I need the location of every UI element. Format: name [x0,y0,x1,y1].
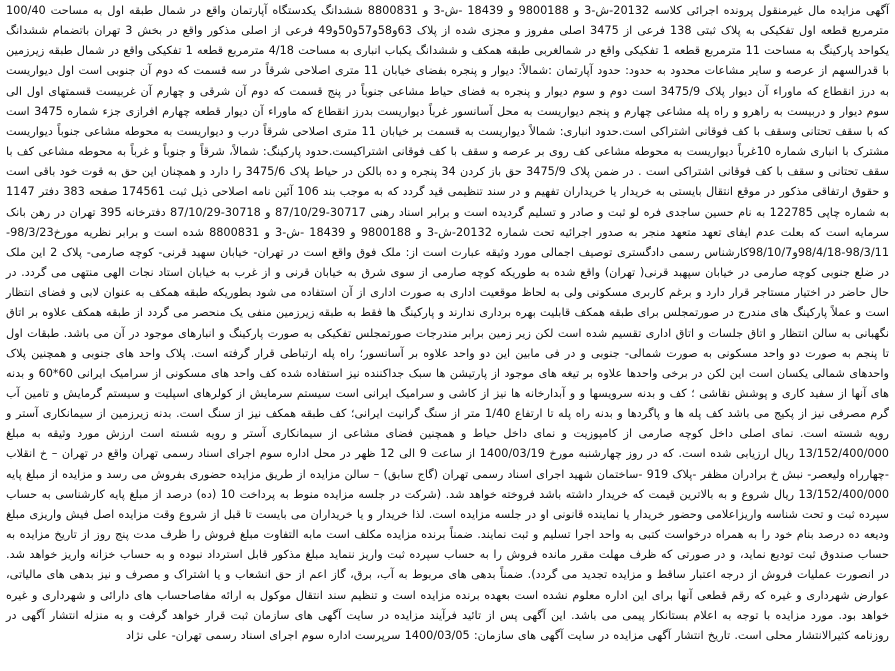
auction-notice-text: آگهی مزایده مال غیرمنقول پرونده اجرائی کلاسه 20132-ش-3 و 9800188 و 18439 -ش-3 و 8800831 ششدانگ یکدستگاه آپارتمان واقع در شمال طبقه اول به مساحت 100/40 مترمربع قطعه اول تفکیکی به پلاک ثبتی 138 فرعی از 3475 اصلی مفروز و مجزی شده از پلاک 63و58و57و50و49 فرعی از اصلی مذکور واقع در بخش 3 تهران باتضمام ششدانگ یکواحد پارکینگ به مساحت 11 مترمربع قطعه 1 تفکیکی واقع در شمالغربی طبقه همکف و ششدانگ یکباب انباری به مساحت 4/18 مترمربع قطعه 1 تفکیکی واقع در شمال طبقه زیرزمین با قدرالسهم از عرصه و سایر مشاعات محدود به حدود: حدود آپارتمان :شمالاً: دیوار و پنجره بفضای خیابان 11 متری اصلاحی شرقاً در سه قسمت که دوم آن جنوبی است اول دیواریست به درز انقطاع که ماوراء آن دیوار پلاک 3475/9 است دوم و سوم دیوار و پنجره به فضای حیاط مشاعی جنوباً در پنج قسمت که دوم آن شرقی و چهارم آن غربیست قسمتهای اول الی سوم دیوار و دربیست به راهرو و راه پله مشاعی چهارم و پنجم دیواریست به محل آسانسور غرباً دیواریست بدرز انقطاع که ماوراء آن دیوار قطعه چهارم افرازی جزء شماره 3475 است که با سقف تحتانی وسقف با کف فوقانی اشتراکی است.حدود انباری: شمالاً دیواریست به قسمت بر خیابان 11 متری اصلاحی شرقاً درب و دیواریست به محوطه مشاعی جنوباً دیواریست مشترک با انباری شماره 10غرباً دیواریست به محوطه مشاعی کف روی بر عرصه و سقف با کف فوقانی اشتراکیست.حدود پارکینگ: شمالاً، شرقاً و جنوباً و غرباً به محوطه مشاعی کف با سقف تحتانی و سقف با کف فوقانی اشتراکی است . در ضمن پلاک 3475/9 حق باز کردن 34 پنجره و ده بالکن در حیاط پلاک 3475/6 را دارد و همچنان این حق به قوت خود باقی است و حقوق ارتفاقی مذکور در موقع انتقال بایستی به خریدار یا خریداران تفهیم و در سند تنظیمی قید گردد که به موجب بند 106 آئین نامه اصلاحی ذیل ثبت 174561 صفحه 383 دفتر 1147 به شماره چاپی 122785 به نام حسین ساجدی فره لو ثبت و صادر و تسلیم گردیده است و برابر اسناد رهنی 30717-87/10/29 و 30718-87/10/29 دفترخانه 395 تهران در رهن بانک سرمایه است که بعلت عدم ایفای تعهد متعهد منجر به صدور اجرائیه تحت شماره 20132-ش-3 و 9800188 و 18439 -ش-3 و 8800831 شده است و برابر نظریه مورخ98/3/23-98/3/11-98/4/18و98/10/7کارشناس رسمی دادگستری توصیف اجمالی مورد وثیقه عبارت است از: ملک فوق واقع است در تهران- خیابان سهید قرنی- کوچه صارمی- پلاک 2 این ملک در ضلع جنوبی کوچه صارمی در خیابان سپهبد قرنی( تهران) واقع شده به طوریکه کوچه صارمی از سوی شرق به خیابان قرنی و از غرب به خیابان استاد نجات الهی منتهی می گردد. در حال حاضر در اختیار مستاجر قرار دارد و برغم کاربری مسکونی ولی به لحاظ موقعیت اداری به صورت اداری از آن استفاده می شود بطوریکه طبقه همکف به عنوان لابی و فضای انتظار است و عملاً پارکینگ های مندرج در صورتمجلس برای طبقه همکف قابلیت بهره برداری ندارند و پارکینگ ها فقط به طبقه زیرزمین منفی یک منحصر می گردد از طبقه همکف علاوه بر اتاق نگهبانی به سالن انتظار و اتاق جلسات و اتاق اداری تقسیم شده است لکن زیر زمین برابر مندرجات صورتمجلس تفکیکی به صورت پارکینگ و انبارهای موجود در آن می باشد. طبقات اول تا پنجم به صورت دو واحد مسکونی به صورت شمالی- جنوبی و در فی مابین این دو واحد علاوه بر آسانسور؛ راه پله ارتباطی قرار گرفته است. پلاک واحد های جنوبی و همچنین پلاک واحدهای شمالی یکسان است این لکن در برخی واحدها علاوه بر تیغه های موجود از پارتیشن ها سبک جداکننده نیز استفاده شده کف واحد های مسکونی از سرامیک ایرانی 60*60 و بدنه های آنها از سفید کاری و پوشش نقاشی ؛ کف و بدنه سرویسها و و آبدارخانه ها نیز از کاشی و سرامیک ایرانی است سیستم سرمایش از کولرهای اسپلیت و سیستم گرمایش و تامین آب گرم مصرفی نیز از پکیج می باشد کف پله ها و پاگردها و بدنه راه پله تا ارتفاع 1/40 متر از سنگ گرانیت ایرانی؛ کف طبقه همکف نیز از سنگ است. بدنه زیرزمین از سیمانکاری آستر و رویه شسته است. نمای اصلی داخل کوچه صارمی از کامپوزیت و نمای داخل حیاط و همچنین فضای مشاعی از سیمانکاری آستر و رویه شسته است ارزش مورد وثیقه به مبلغ 13/152/400/000 ریال ارزیابی شده است. که در روز چهارشنبه مورخ 1400/03/19 از ساعت 9 الی 12 ظهر در محل اداره سوم اجرای اسناد رسمی تهران واقع در تهران – خ انقلاب -چهارراه ولیعصر- نبش خ برادران مظفر -پلاک 919 -ساختمان شهید اجرای اسناد رسمی تهران (گاج سابق) – سالن مزایده از طریق مزایده حضوری بفروش می رسد و مزایده از مبلغ پایه 13/152/400/000 ریال شروع و به بالاترین قیمت که خریدار داشته باشد فروخته خواهد شد. (شرکت در جلسه مزایده منوط به پرداخت 10 (ده) درصد از مبلغ پایه کارشناسی به حساب سپرده ثبت و تحت شناسه واریزاعلامی وحضور خریدار یا نماینده قانونی او در جلسه مزایده است. لذا خریدار و یا خریداران می بایست تا قبل از شروع وقت مزایده اصل فیش واریزی مبلغ ودیعه ده درصد بنام خود را به همراه درخواست کتبی به واحد اجرا تسلیم و ثبت نمایند. ضمناً برنده مزایده مکلف است مابه التفاوت مبلغ فروش را ظرف مدت پنج روز از تاریخ مزایده به حساب صندوق ثبت تودیع نماید، و در صورتی که ظرف مهلت مقرر مانده فروش را به حساب سپرده ثبت واریز ننماید مبلغ مذکور قابل استرداد نبوده و به حساب خزانه واریز خواهد شد. در انصورت عملیات فروش از درجه اعتبار ساقط و مزایده تجدید می گردد). ضمناً بدهی های مربوط به آب، برق، گاز اعم از حق انشعاب و یا اشتراک و مصرف و نیز بدهی های مالیاتی، عوارض شهرداری و غیره که رقم قطعی آنها برای این اداره معلوم نشده است بعهده برنده مزایده است و تنظیم سند انتقال موکول به ارائه مفاصاحساب های دارائی و شهرداری و غیره خواهد بود. مورد مزایده با توجه به اعلام بستانکار پیمی می باشد. این آگهی پس از تائید فرآیند مزایده در سایت آگهی های سازمان ثبت قرار خواهد گرفت و به منزله انتشار آگهی در روزنامه کثیرالانتشار محلی است. تاریخ انتشار آگهی مزایده در سایت آگهی های سازمان: 1400/03/05 سرپرست اداره سوم اجرای اسناد رسمی تهران- علی نژاد [6,4,890,642]
